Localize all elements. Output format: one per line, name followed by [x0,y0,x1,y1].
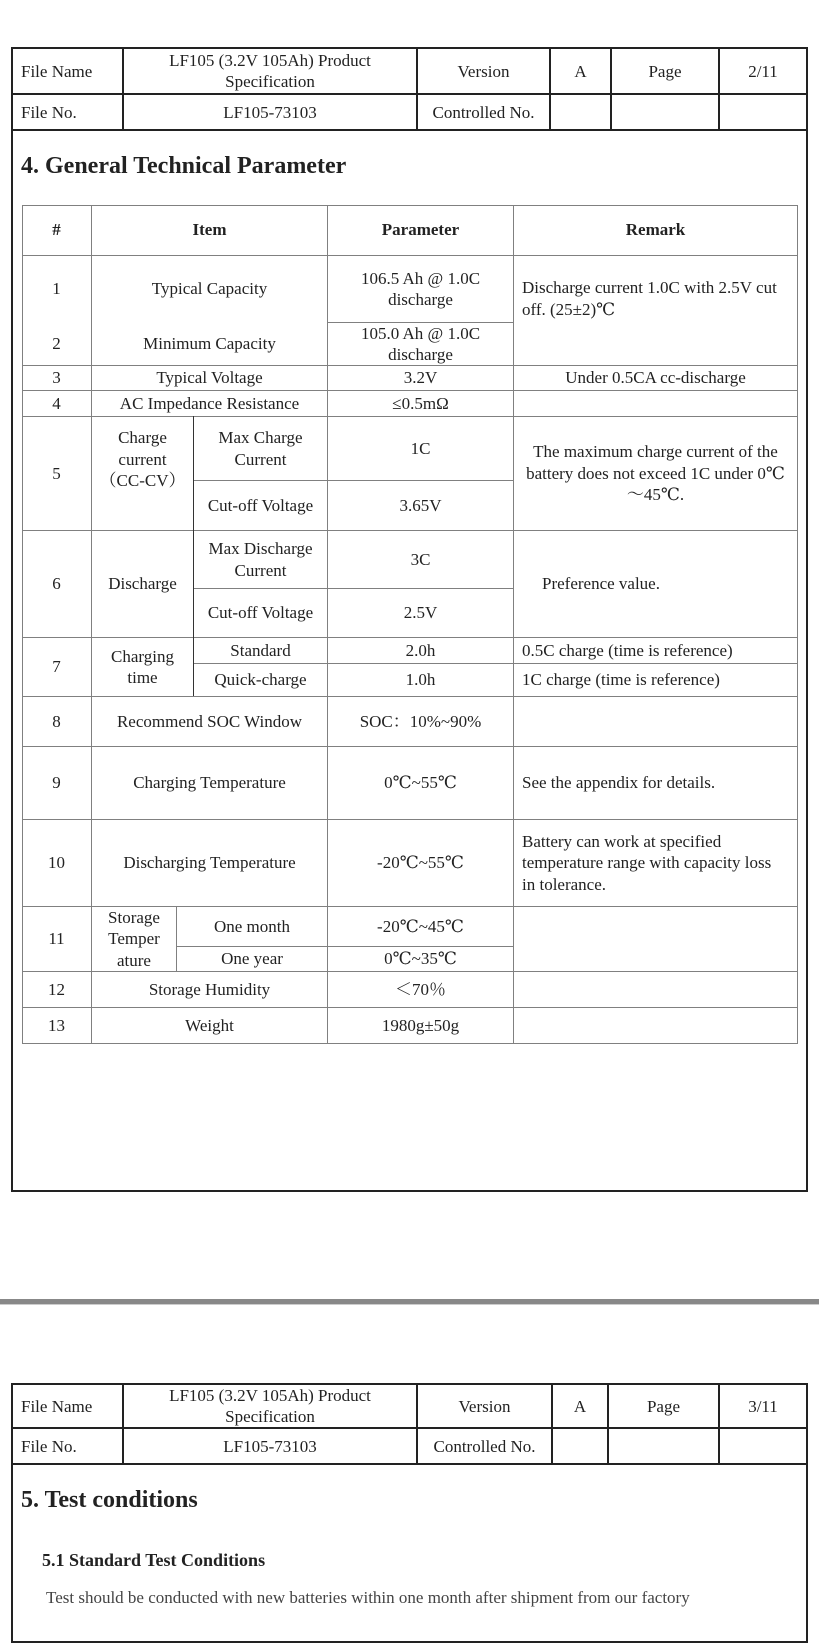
version-label: Version [457,61,510,81]
row-item: Typical Capacity [151,279,268,299]
row-item: Weight [185,1015,234,1035]
row-item: Charging Temperature [133,773,286,793]
row-parameter: 3C [410,549,431,569]
table-gridline [797,205,798,1044]
row-item: Discharging Temperature [123,853,296,873]
row-parameter: 1980g±50g [381,1015,460,1035]
row-number: 2 [52,334,61,354]
row-subitem: Max Discharge Current [208,539,313,580]
column-header-item: Item [192,220,227,240]
page-label: Page [646,1396,681,1416]
row-number: 12 [48,979,65,999]
row-parameter: 2.5V [403,603,438,623]
row-subitem: Standard [230,640,291,660]
row-subitem: Cut-off Voltage [207,603,314,623]
file-no-value: LF105-73103 [223,102,317,122]
subsection-title: 5.1 Standard Test Conditions [42,1550,266,1570]
row-number: 6 [52,574,61,594]
row-group: Charging time [111,646,174,687]
row-parameter: 3.65V [399,495,442,515]
file-name-value: LF105 (3.2V 105Ah) Product Specification [169,1386,371,1426]
file-no-value: LF105-73103 [223,1436,317,1456]
document-header [13,1385,806,1463]
row-group: Charge current（CC-CV） [99,428,186,490]
table-gridline [22,1043,798,1044]
file-name-value: LF105 (3.2V 105Ah) Product Specification [169,51,371,91]
file-no-label: File No. [21,102,77,122]
technical-parameter-table [22,205,798,1058]
row-parameter: 105.0 Ah @ 1.0C discharge [360,323,481,364]
version-label: Version [458,1396,511,1416]
row-item: Storage Humidity [148,979,271,999]
row-number: 7 [52,657,61,677]
row-parameter: 106.5 Ah @ 1.0C discharge [360,268,481,309]
section-title: 5. Test conditions [21,1487,198,1513]
row-remark: 1C charge (time is reference) [522,670,720,690]
column-header-remark: Remark [625,220,686,240]
row-parameter: -20℃~55℃ [377,853,464,873]
version-value: A [573,1396,587,1416]
paragraph-text: Test should be conducted with new batteries within one month after shipment from our factory [46,1588,690,1607]
row-parameter: 0℃~35℃ [384,949,457,969]
row-number: 9 [52,773,61,793]
row-parameter: 2.0h [405,640,436,660]
row-item: Minimum Capacity [143,334,276,354]
row-parameter: -20℃~45℃ [377,916,464,936]
row-number: 13 [48,1015,65,1035]
row-number: 11 [48,929,65,949]
file-name-label: File Name [21,1396,93,1416]
row-remark: Under 0.5CA cc-discharge [565,368,746,388]
row-parameter: 3.2V [403,368,438,388]
row-number: 10 [48,853,65,873]
controlled-no-label: Controlled No. [433,1436,536,1456]
page-label: Page [648,61,682,81]
row-number: 3 [52,368,61,388]
page-number: 2/11 [748,61,778,81]
row-remark: The maximum charge current of the battery does not exceed 1C under 0℃～45℃. [526,442,785,505]
row-subitem: One year [221,949,283,969]
version-value: A [574,61,587,81]
row-item: AC Impedance Resistance [119,393,300,413]
row-number: 8 [52,711,61,731]
column-header-no: # [52,220,61,240]
page-separator [0,1299,819,1305]
row-subitem: Max Charge Current [218,428,303,469]
row-subitem: One month [213,916,291,936]
column-header-parameter: Parameter [381,220,460,240]
section-title: 4. General Technical Parameter [21,153,347,179]
row-group: Discharge [108,574,177,594]
row-subitem: Cut-off Voltage [207,495,314,515]
page-number: 3/11 [748,1396,778,1416]
row-number: 4 [52,393,61,413]
row-remark: 0.5C charge (time is reference) [522,640,733,660]
file-no-label: File No. [21,1436,77,1456]
row-number: 1 [52,279,61,299]
divider [13,1463,806,1465]
row-number: 5 [52,463,61,483]
row-parameter: 0℃~55℃ [384,773,457,793]
row-parameter: 1C [410,438,431,458]
row-remark: Battery can work at specified temperature range with capacity loss in tolerance. [522,831,772,894]
row-parameter: ≤0.5mΩ [392,393,449,413]
row-item: Typical Voltage [156,368,263,388]
row-parameter: 1.0h [405,670,436,690]
row-remark: Discharge current 1.0C with 2.5V cut off. (25±2)℃ [522,278,777,319]
row-subitem: Quick-charge [214,670,307,690]
row-item: Recommend SOC Window [116,711,303,731]
row-parameter: ＜70％ [395,979,446,999]
document-header [13,49,806,131]
document-page-2 [11,47,808,1192]
row-parameter: SOC：10%~90% [359,711,482,731]
divider [13,129,806,131]
controlled-no-label: Controlled No. [432,102,535,122]
file-name-label: File Name [21,61,93,81]
row-remark: See the appendix for details. [522,773,716,793]
row-group: Storage Temper ature [108,907,160,970]
row-remark: Preference value. [542,574,660,594]
